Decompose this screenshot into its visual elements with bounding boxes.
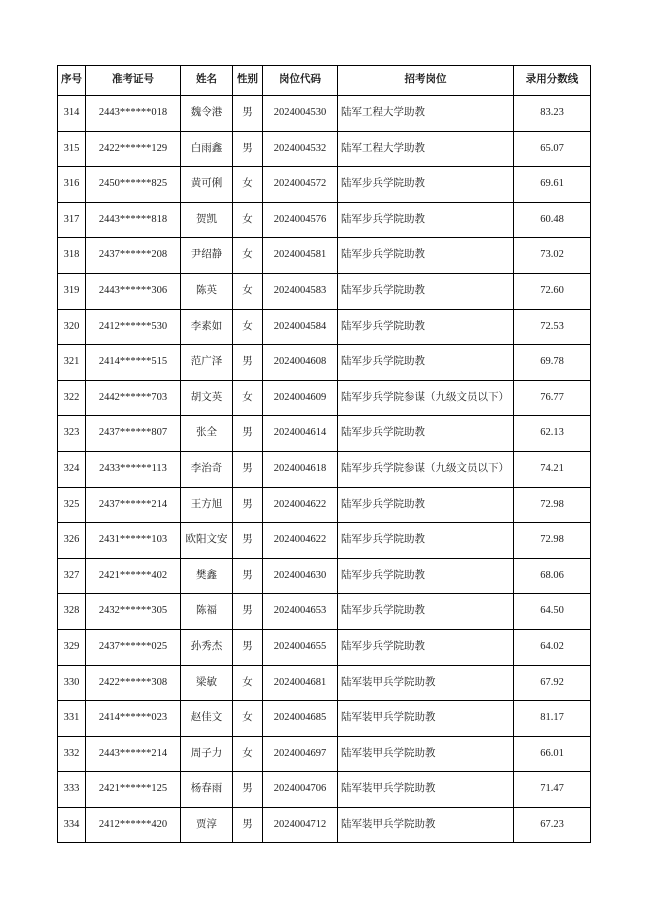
column-header-score-line: 录用分数线: [514, 66, 591, 96]
table-row: [58, 416, 591, 452]
table-cell-ticket: 2422******129: [86, 131, 181, 167]
table-cell-name: 陈福: [181, 594, 233, 630]
table-cell-name: 周子力: [181, 736, 233, 772]
table-cell-gender: 女: [233, 736, 263, 772]
table-cell-position_code: 2024004712: [263, 807, 338, 843]
table-cell-position: 陆军步兵学院助教: [338, 487, 514, 523]
table-cell-index: 320: [58, 309, 86, 345]
table-row: [58, 594, 591, 630]
table-cell-name: 贺凯: [181, 202, 233, 238]
table-cell-gender: 男: [233, 451, 263, 487]
table-cell-score_line: 60.48: [514, 202, 591, 238]
table-cell-position_code: 2024004609: [263, 380, 338, 416]
table-cell-position: 陆军步兵学院助教: [338, 309, 514, 345]
table-cell-gender: 男: [233, 523, 263, 559]
table-cell-gender: 女: [233, 273, 263, 309]
table-cell-score_line: 69.78: [514, 345, 591, 381]
table-cell-position_code: 2024004630: [263, 558, 338, 594]
table-cell-position_code: 2024004622: [263, 523, 338, 559]
table-cell-position_code: 2024004530: [263, 96, 338, 132]
table-row: [58, 451, 591, 487]
table-row: [58, 736, 591, 772]
table-cell-ticket: 2443******214: [86, 736, 181, 772]
table-cell-position_code: 2024004608: [263, 345, 338, 381]
table-cell-position: 陆军步兵学院助教: [338, 416, 514, 452]
table-cell-gender: 男: [233, 558, 263, 594]
table-body: [58, 96, 591, 843]
table-cell-position_code: 2024004618: [263, 451, 338, 487]
table-cell-position: 陆军工程大学助教: [338, 131, 514, 167]
table-cell-position: 陆军步兵学院助教: [338, 167, 514, 203]
table-cell-ticket: 2414******515: [86, 345, 181, 381]
table-cell-name: 李素如: [181, 309, 233, 345]
table-cell-position: 陆军装甲兵学院助教: [338, 772, 514, 808]
table-row: [58, 558, 591, 594]
table-cell-ticket: 2442******703: [86, 380, 181, 416]
table-row: [58, 273, 591, 309]
table-cell-position: 陆军装甲兵学院助教: [338, 736, 514, 772]
table-cell-name: 贾淳: [181, 807, 233, 843]
table-cell-gender: 女: [233, 665, 263, 701]
table-cell-score_line: 72.98: [514, 487, 591, 523]
table-cell-ticket: 2422******308: [86, 665, 181, 701]
table-cell-name: 梁敏: [181, 665, 233, 701]
table-cell-index: 327: [58, 558, 86, 594]
table-row: [58, 523, 591, 559]
table-cell-score_line: 83.23: [514, 96, 591, 132]
table-cell-gender: 男: [233, 487, 263, 523]
table-cell-index: 333: [58, 772, 86, 808]
table-cell-position_code: 2024004572: [263, 167, 338, 203]
table-row: [58, 807, 591, 843]
table-cell-position_code: 2024004576: [263, 202, 338, 238]
table-cell-index: 323: [58, 416, 86, 452]
table-cell-index: 318: [58, 238, 86, 274]
table-row: [58, 238, 591, 274]
table-cell-position_code: 2024004655: [263, 629, 338, 665]
column-header-position: 招考岗位: [338, 66, 514, 96]
table-cell-gender: 女: [233, 238, 263, 274]
table-cell-score_line: 68.06: [514, 558, 591, 594]
header-row: [58, 66, 591, 96]
table-cell-ticket: 2437******208: [86, 238, 181, 274]
table-cell-gender: 男: [233, 772, 263, 808]
table-cell-position: 陆军步兵学院助教: [338, 273, 514, 309]
table-cell-ticket: 2437******214: [86, 487, 181, 523]
table-cell-position: 陆军步兵学院助教: [338, 594, 514, 630]
table-cell-score_line: 67.23: [514, 807, 591, 843]
table-cell-index: 321: [58, 345, 86, 381]
table-cell-ticket: 2432******305: [86, 594, 181, 630]
table-cell-gender: 男: [233, 629, 263, 665]
table-cell-gender: 女: [233, 167, 263, 203]
table-cell-name: 樊鑫: [181, 558, 233, 594]
column-header-name: 姓名: [181, 66, 233, 96]
table-cell-index: 319: [58, 273, 86, 309]
table-row: [58, 131, 591, 167]
table-cell-index: 329: [58, 629, 86, 665]
table-cell-position: 陆军工程大学助教: [338, 96, 514, 132]
table-cell-index: 334: [58, 807, 86, 843]
table-cell-index: 315: [58, 131, 86, 167]
table-row: [58, 701, 591, 737]
table-cell-name: 孙秀杰: [181, 629, 233, 665]
table-cell-position: 陆军步兵学院参谋（九级文员以下）: [338, 451, 514, 487]
table-cell-ticket: 2443******018: [86, 96, 181, 132]
table-row: [58, 96, 591, 132]
table-cell-position: 陆军步兵学院助教: [338, 345, 514, 381]
table-cell-score_line: 81.17: [514, 701, 591, 737]
table-cell-gender: 女: [233, 202, 263, 238]
table-cell-score_line: 71.47: [514, 772, 591, 808]
table-cell-index: 317: [58, 202, 86, 238]
table-cell-index: 322: [58, 380, 86, 416]
table-cell-index: 328: [58, 594, 86, 630]
table-cell-ticket: 2412******530: [86, 309, 181, 345]
table-cell-score_line: 72.53: [514, 309, 591, 345]
table-cell-name: 白雨鑫: [181, 131, 233, 167]
table-cell-ticket: 2450******825: [86, 167, 181, 203]
table-cell-position: 陆军步兵学院助教: [338, 238, 514, 274]
table-cell-name: 范广泽: [181, 345, 233, 381]
table-cell-gender: 男: [233, 594, 263, 630]
table-cell-score_line: 62.13: [514, 416, 591, 452]
table-cell-position_code: 2024004532: [263, 131, 338, 167]
column-header-index: 序号: [58, 66, 86, 96]
table-cell-score_line: 69.61: [514, 167, 591, 203]
table-cell-ticket: 2443******306: [86, 273, 181, 309]
table-row: [58, 380, 591, 416]
table-cell-index: 324: [58, 451, 86, 487]
table-row: [58, 309, 591, 345]
table-cell-name: 张全: [181, 416, 233, 452]
table-cell-gender: 男: [233, 131, 263, 167]
column-header-ticket: 准考证号: [86, 66, 181, 96]
table-cell-ticket: 2431******103: [86, 523, 181, 559]
table-cell-score_line: 73.02: [514, 238, 591, 274]
table-row: [58, 772, 591, 808]
table-cell-position: 陆军步兵学院参谋（九级文员以下）: [338, 380, 514, 416]
table-cell-score_line: 67.92: [514, 665, 591, 701]
table-cell-name: 杨春雨: [181, 772, 233, 808]
table-cell-ticket: 2421******402: [86, 558, 181, 594]
table-cell-score_line: 64.50: [514, 594, 591, 630]
table-cell-score_line: 74.21: [514, 451, 591, 487]
table-cell-index: 314: [58, 96, 86, 132]
table-cell-name: 王方旭: [181, 487, 233, 523]
column-header-gender: 性别: [233, 66, 263, 96]
table-cell-ticket: 2421******125: [86, 772, 181, 808]
table-cell-ticket: 2433******113: [86, 451, 181, 487]
table-row: [58, 629, 591, 665]
table-cell-ticket: 2437******807: [86, 416, 181, 452]
table-row: [58, 665, 591, 701]
table-cell-index: 326: [58, 523, 86, 559]
table-cell-ticket: 2414******023: [86, 701, 181, 737]
table-cell-name: 陈英: [181, 273, 233, 309]
table-cell-position_code: 2024004653: [263, 594, 338, 630]
table-cell-position: 陆军步兵学院助教: [338, 629, 514, 665]
table-cell-position_code: 2024004584: [263, 309, 338, 345]
table-cell-position: 陆军步兵学院助教: [338, 523, 514, 559]
table-cell-ticket: 2443******818: [86, 202, 181, 238]
table-cell-index: 330: [58, 665, 86, 701]
table-cell-gender: 男: [233, 807, 263, 843]
table-cell-position_code: 2024004685: [263, 701, 338, 737]
table-cell-name: 黄可俐: [181, 167, 233, 203]
table-cell-gender: 男: [233, 416, 263, 452]
table-cell-score_line: 64.02: [514, 629, 591, 665]
table-row: [58, 487, 591, 523]
table-cell-ticket: 2437******025: [86, 629, 181, 665]
table-cell-score_line: 65.07: [514, 131, 591, 167]
table-cell-score_line: 72.98: [514, 523, 591, 559]
table-cell-gender: 女: [233, 380, 263, 416]
table-cell-position_code: 2024004622: [263, 487, 338, 523]
table-cell-position: 陆军装甲兵学院助教: [338, 701, 514, 737]
table-cell-score_line: 66.01: [514, 736, 591, 772]
table-cell-score_line: 76.77: [514, 380, 591, 416]
table-cell-position: 陆军步兵学院助教: [338, 202, 514, 238]
table-cell-position_code: 2024004697: [263, 736, 338, 772]
table-row: [58, 202, 591, 238]
table-cell-name: 赵佳文: [181, 701, 233, 737]
table-cell-name: 李治奇: [181, 451, 233, 487]
table-cell-position: 陆军装甲兵学院助教: [338, 807, 514, 843]
admission-score-table: [57, 65, 591, 843]
table-cell-gender: 女: [233, 309, 263, 345]
table-cell-position: 陆军步兵学院助教: [338, 558, 514, 594]
table-cell-position_code: 2024004614: [263, 416, 338, 452]
table-cell-index: 325: [58, 487, 86, 523]
table-cell-name: 魏令港: [181, 96, 233, 132]
table-cell-position_code: 2024004681: [263, 665, 338, 701]
table-cell-position_code: 2024004706: [263, 772, 338, 808]
table-row: [58, 345, 591, 381]
table-cell-position: 陆军装甲兵学院助教: [338, 665, 514, 701]
table-cell-score_line: 72.60: [514, 273, 591, 309]
table-cell-name: 胡文英: [181, 380, 233, 416]
table-cell-position_code: 2024004581: [263, 238, 338, 274]
table-cell-index: 331: [58, 701, 86, 737]
table-row: [58, 167, 591, 203]
table-cell-gender: 男: [233, 345, 263, 381]
table-cell-gender: 男: [233, 96, 263, 132]
table-cell-position_code: 2024004583: [263, 273, 338, 309]
table-cell-name: 欧阳文安: [181, 523, 233, 559]
table-cell-index: 332: [58, 736, 86, 772]
table-cell-index: 316: [58, 167, 86, 203]
column-header-position-code: 岗位代码: [263, 66, 338, 96]
table-cell-name: 尹绍静: [181, 238, 233, 274]
table-cell-ticket: 2412******420: [86, 807, 181, 843]
table-cell-gender: 女: [233, 701, 263, 737]
